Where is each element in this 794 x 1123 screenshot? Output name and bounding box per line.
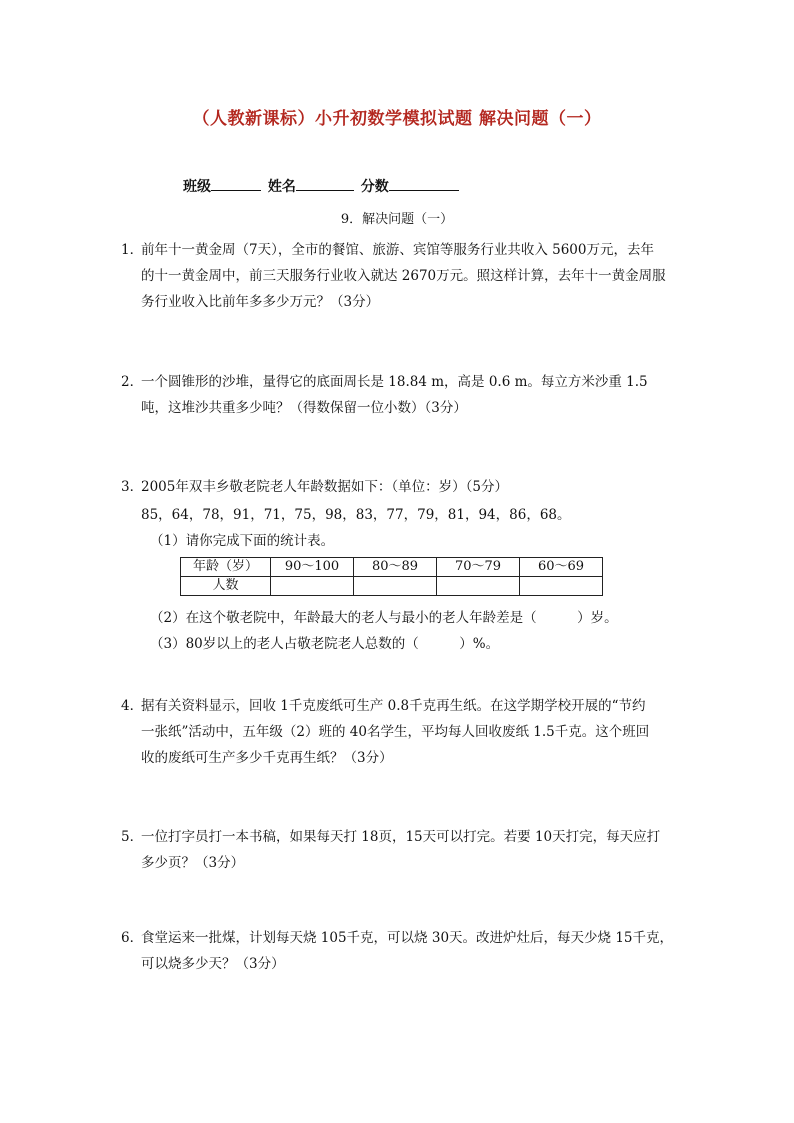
question-4 [121, 693, 676, 771]
table-header-cell: 年龄（岁） [181, 558, 271, 577]
table-answer-cell[interactable] [437, 577, 520, 596]
page-title: （人教新课标）小升初数学模拟试题 解决问题（一） [192, 109, 602, 129]
age-data-list: 85，64，78，91，71，75，98，83，77，79，81，94，86，68。 [141, 507, 571, 523]
table-header-cell: 90～100 [271, 558, 354, 577]
section-subtitle: 9．解决问题（一） [340, 212, 454, 227]
question-6 [121, 925, 676, 977]
name-label: 姓名 [267, 179, 296, 195]
question-line: 多少页？（3分） [141, 855, 245, 871]
question-line: 吨，这堆沙共重多少吨？（得数保留一位小数）（3分） [141, 400, 467, 416]
question-3 [121, 474, 676, 500]
question-line: 前年十一黄金周（7天），全市的餐馆、旅游、宾馆等服务行业共收入 5600万元，去年 [141, 242, 654, 258]
question-line: 一个圆锥形的沙堆，量得它的底面周长是 18.84 m，高是 0.6 m。每立方米沙重 1.5 [141, 374, 648, 390]
class-label: 班级 [183, 179, 211, 195]
question-3-sub-3: （3）80岁以上的老人占敬老院老人总数的（ ）%。 [150, 636, 500, 652]
question-1 [121, 237, 676, 315]
table-row [181, 577, 603, 596]
table-header-cell: 60～69 [520, 558, 603, 577]
class-blank[interactable] [211, 176, 261, 191]
student-info-row [183, 176, 461, 196]
question-line: 据有关资料显示，回收 1千克废纸可生产 0.8千克再生纸。在这学期学校开展的“节约 [141, 698, 646, 714]
question-5 [121, 824, 676, 876]
question-line: 一位打字员打一本书稿，如果每天打 18页，15天可以打完。若要 10天打完，每天应打 [141, 829, 661, 845]
question-line: 食堂运来一批煤，计划每天烧 105千克，可以烧 30天。改进炉灶后，每天少烧 15千克， [141, 930, 673, 946]
question-number: 2． [121, 374, 144, 390]
question-line: 的十一黄金周中，前三天服务行业收入就达 2670万元。照这样计算，去年十一黄金周服 [141, 268, 666, 284]
question-number: 3． [121, 479, 144, 495]
question-line: 一张纸”活动中，五年级（2）班的 40名学生，平均每人回收废纸 1.5千克。这个班回 [141, 724, 650, 740]
question-number: 6． [121, 930, 144, 946]
table-answer-cell[interactable] [271, 577, 354, 596]
table-header-cell: 70～79 [437, 558, 520, 577]
name-blank[interactable] [296, 176, 354, 191]
table-row [181, 558, 603, 577]
question-3-data [141, 502, 696, 528]
question-line: 务行业收入比前年多多少万元？（3分） [141, 294, 380, 310]
table-answer-cell[interactable] [354, 577, 437, 596]
table-header-cell: 人数 [181, 577, 271, 596]
age-statistics-table [180, 557, 603, 596]
question-line: 收的废纸可生产多少千克再生纸？（3分） [141, 750, 393, 766]
question-line: 可以烧多少天？（3分） [141, 956, 285, 972]
score-label: 分数 [360, 179, 389, 195]
question-number: 4． [121, 698, 144, 714]
question-number: 1． [121, 242, 144, 258]
question-2 [121, 369, 676, 421]
question-3-sub-2: （2）在这个敬老院中，年龄最大的老人与最小的老人年龄差是（ ）岁。 [150, 610, 618, 626]
question-3-sub-1: （1）请你完成下面的统计表。 [150, 533, 335, 549]
table-header-cell: 80～89 [354, 558, 437, 577]
table-answer-cell[interactable] [520, 577, 603, 596]
question-number: 5． [121, 829, 144, 845]
question-line: 2005年双丰乡敬老院老人年龄数据如下：（单位：岁）（5分） [141, 479, 508, 495]
score-blank[interactable] [389, 176, 459, 191]
